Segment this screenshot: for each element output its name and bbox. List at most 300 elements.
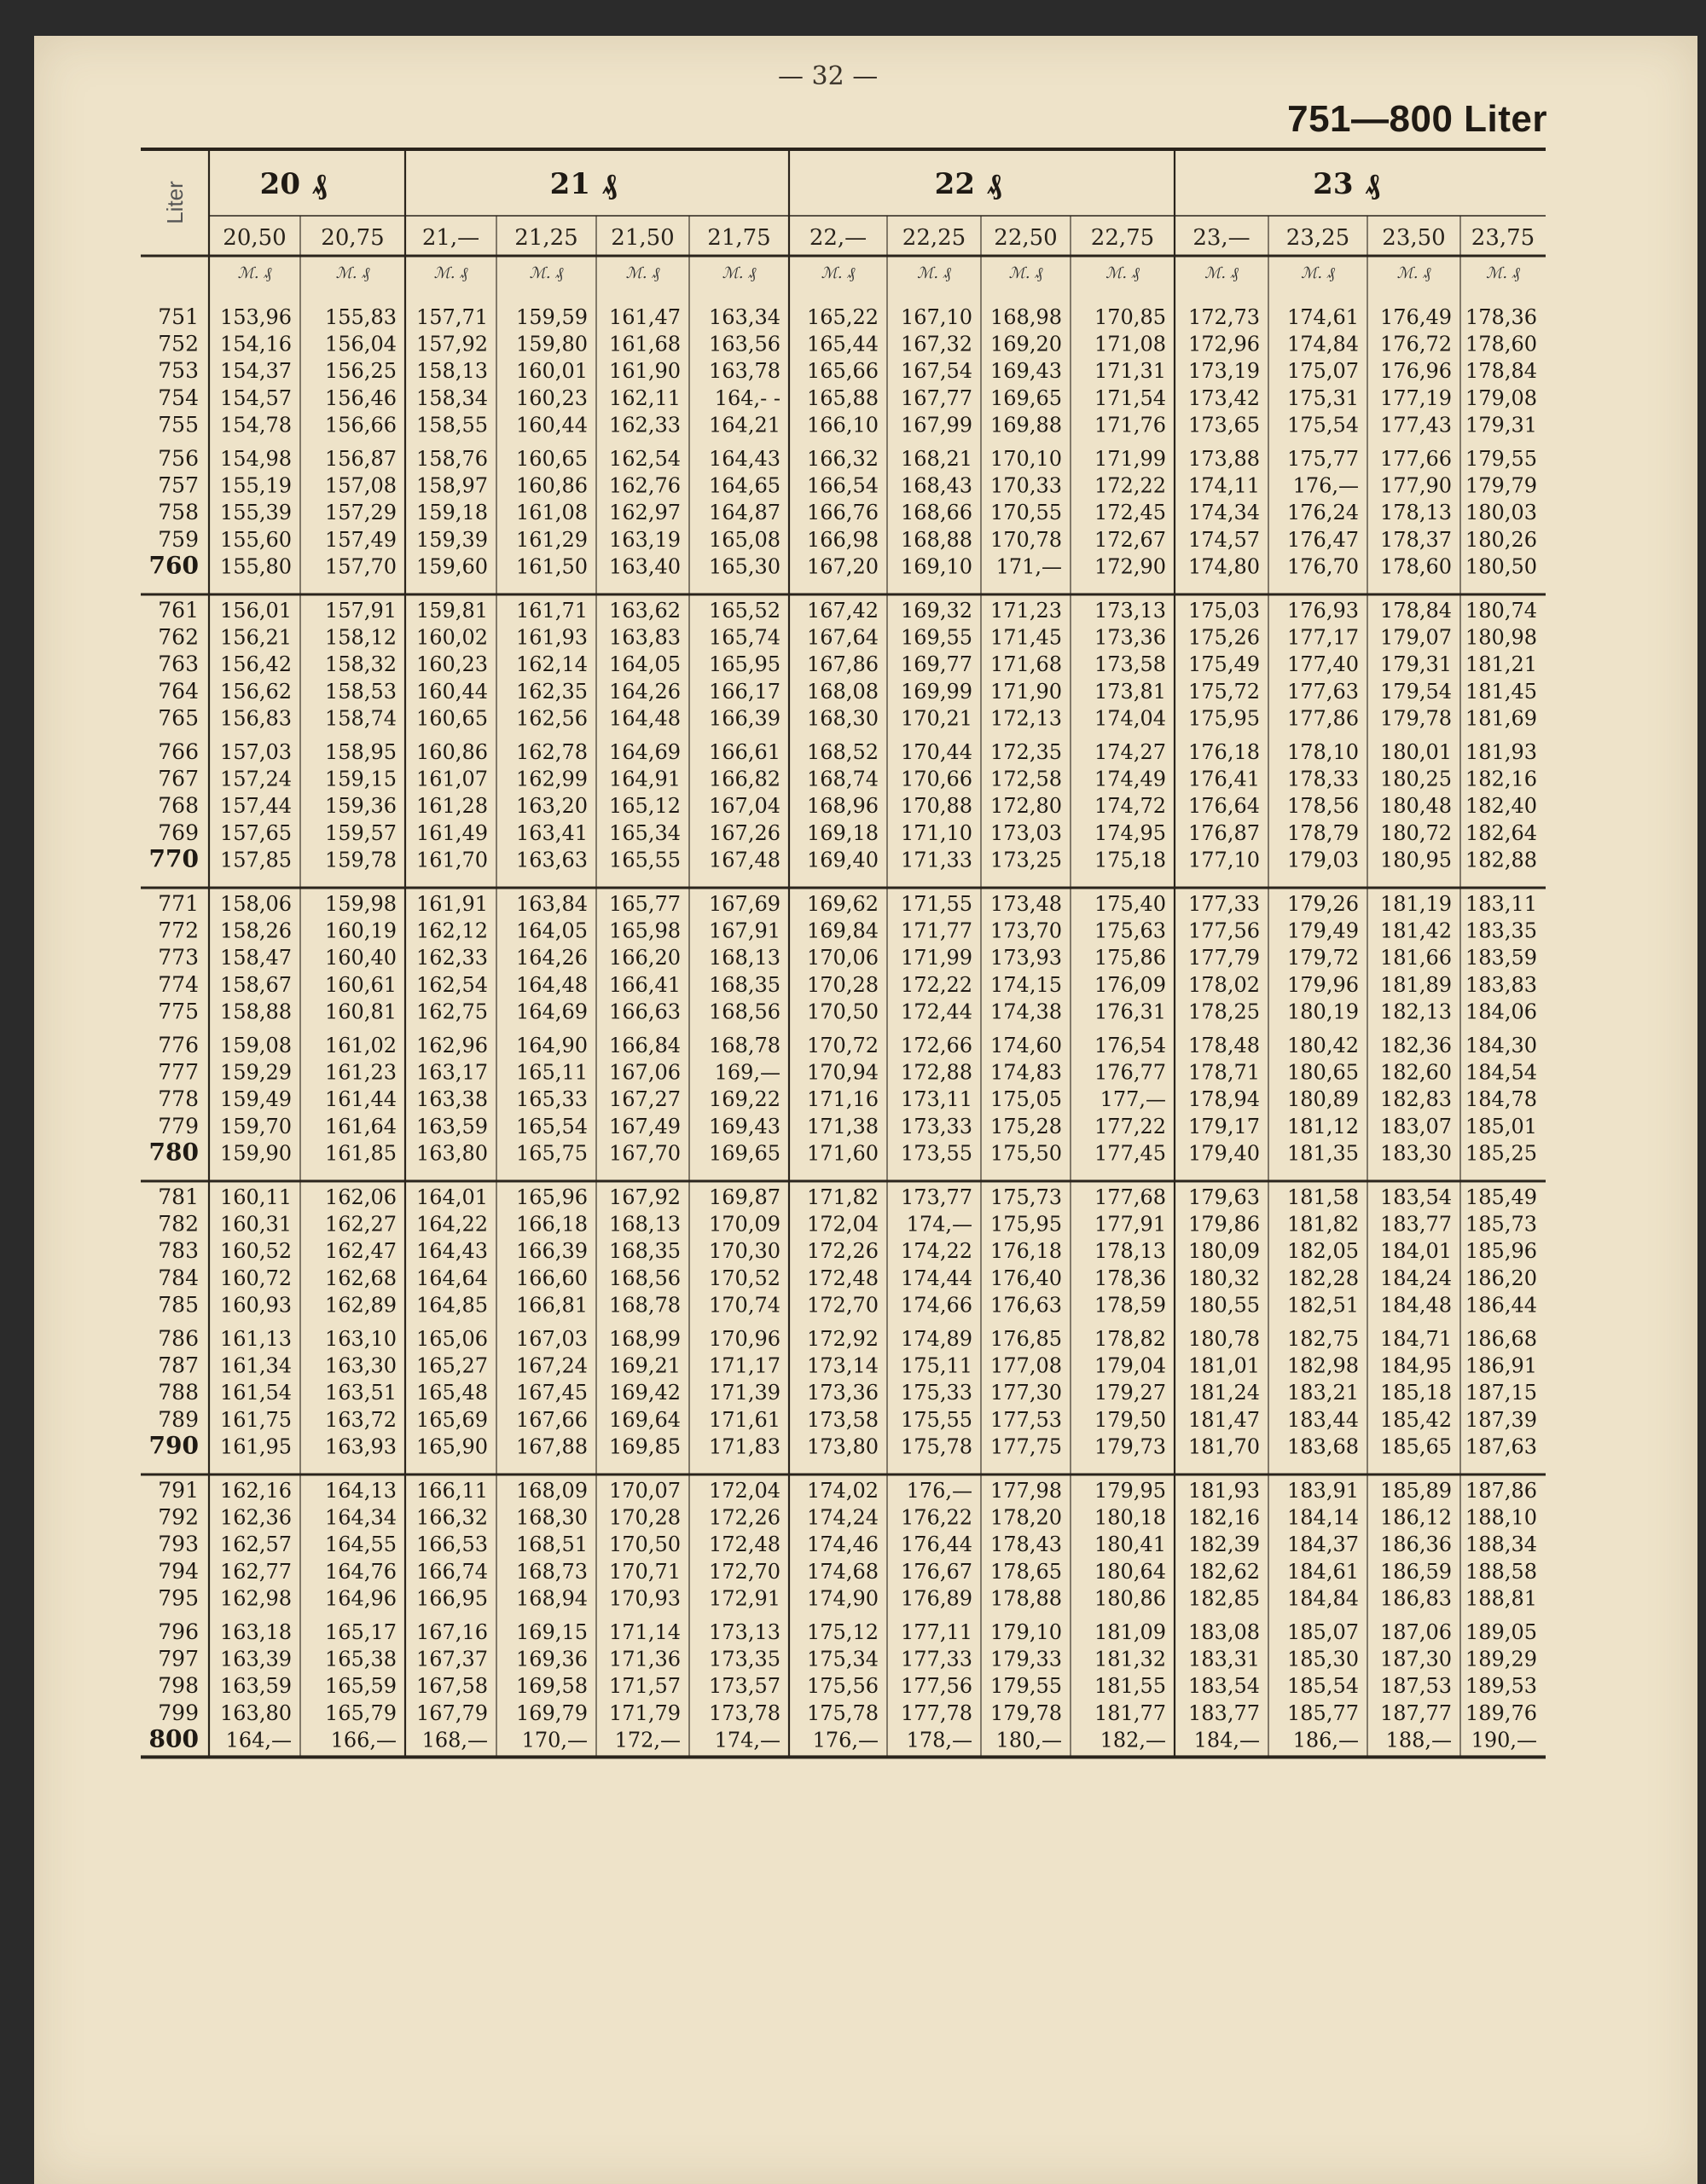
- price-cell: 182,13: [1380, 999, 1452, 1024]
- price-cell: 165,88: [807, 385, 879, 410]
- price-cell: 171,45: [990, 625, 1062, 650]
- price-cell: 164,48: [516, 972, 588, 997]
- price-cell: 177,33: [901, 1647, 972, 1671]
- price-cell: 169,55: [901, 625, 972, 650]
- liter-value: 772: [158, 918, 199, 943]
- liter-value: 756: [158, 446, 199, 471]
- price-cell: 157,03: [220, 740, 292, 764]
- price-cell: 176,72: [1380, 332, 1452, 356]
- liter-value-bold: 780: [148, 1138, 199, 1167]
- price-cell: 173,88: [1188, 447, 1260, 471]
- price-cell: 157,08: [325, 473, 397, 498]
- price-cell: 179,73: [1094, 1434, 1166, 1459]
- price-cell: 158,32: [325, 652, 397, 677]
- price-cell: 156,66: [325, 413, 397, 437]
- price-cell: 178,36: [1094, 1266, 1166, 1290]
- price-cell: 165,22: [807, 305, 879, 329]
- price-cell: 172,44: [901, 999, 972, 1024]
- price-cell: 178,13: [1094, 1239, 1166, 1264]
- price-cell: 164,26: [609, 679, 681, 704]
- liter-value: 764: [158, 678, 199, 704]
- price-cell: 169,10: [901, 554, 972, 579]
- price-cell: 172,04: [807, 1212, 879, 1237]
- price-cell: 174,61: [1287, 305, 1359, 329]
- price-cell: 182,51: [1287, 1293, 1359, 1318]
- price-cell: 170,78: [990, 527, 1062, 552]
- price-cell: 173,81: [1094, 679, 1166, 704]
- price-cell: 172,88: [901, 1060, 972, 1085]
- price-cell: 168,30: [516, 1505, 588, 1530]
- price-cell: 175,55: [901, 1407, 972, 1432]
- price-cell: 180,86: [1094, 1586, 1166, 1611]
- price-cell: 179,49: [1287, 918, 1359, 943]
- price-cell: 176,18: [990, 1239, 1062, 1264]
- price-cell: 160,86: [416, 740, 488, 764]
- price-cell: 156,87: [325, 447, 397, 471]
- price-cell: 180,98: [1465, 625, 1537, 650]
- price-cell: 168,96: [807, 794, 879, 819]
- price-cell: 179,07: [1380, 625, 1452, 650]
- price-cell: 164,43: [416, 1239, 488, 1264]
- price-cell: 177,—: [1100, 1087, 1166, 1112]
- price-cell: 181,42: [1380, 918, 1452, 943]
- price-cell: 186,12: [1380, 1505, 1452, 1530]
- unit-label: ℳ. ₰: [821, 264, 856, 282]
- price-cell: 179,96: [1287, 972, 1359, 997]
- price-cell: 166,17: [709, 679, 780, 704]
- price-cell: 166,54: [807, 473, 879, 498]
- price-cell: 177,66: [1380, 447, 1452, 471]
- price-cell: 181,19: [1380, 892, 1452, 916]
- price-cell: 164,87: [709, 501, 780, 525]
- price-cell: 166,10: [807, 413, 879, 437]
- price-cell: 165,38: [325, 1647, 397, 1671]
- price-cell: 169,22: [709, 1087, 780, 1112]
- price-cell: 157,85: [220, 848, 292, 872]
- price-cell: 171,17: [709, 1353, 780, 1378]
- price-cell: 175,78: [807, 1700, 879, 1725]
- price-cell: 174,72: [1094, 794, 1166, 819]
- price-cell: 164,65: [709, 473, 780, 498]
- price-cell: 177,19: [1380, 385, 1452, 410]
- price-cell: 167,64: [807, 625, 879, 650]
- price-cell: 175,49: [1188, 652, 1260, 677]
- price-cell: 169,42: [609, 1381, 681, 1405]
- price-cell: 155,80: [220, 554, 292, 579]
- price-cell: 163,78: [709, 359, 780, 384]
- price-cell: 184,—: [1193, 1728, 1260, 1752]
- price-cell: 172,26: [709, 1505, 780, 1530]
- price-cell: 183,31: [1188, 1647, 1260, 1671]
- liter-value: 796: [158, 1619, 199, 1644]
- liter-value: 758: [158, 500, 199, 525]
- price-cell: 157,49: [325, 527, 397, 552]
- price-cell: 175,03: [1188, 599, 1260, 623]
- price-cell: 161,93: [516, 625, 588, 650]
- price-cell: 159,80: [516, 332, 588, 356]
- price-cell: 166,76: [807, 501, 879, 525]
- price-cell: 185,25: [1465, 1141, 1537, 1166]
- liter-value: 791: [158, 1478, 199, 1503]
- price-cell: 158,97: [416, 473, 488, 498]
- liter-value: 759: [158, 526, 199, 552]
- price-cell: 157,44: [220, 794, 292, 819]
- liter-value: 777: [158, 1059, 199, 1085]
- price-cell: 155,60: [220, 527, 292, 552]
- liter-value: 767: [158, 766, 199, 791]
- price-cell: 182,62: [1188, 1559, 1260, 1584]
- price-cell: 185,30: [1287, 1647, 1359, 1671]
- price-cell: 178,20: [990, 1505, 1062, 1530]
- price-cell: 163,80: [220, 1700, 292, 1725]
- price-cell: 178,—: [906, 1728, 972, 1752]
- price-cell: 163,41: [516, 820, 588, 845]
- unit-label: ℳ. ₰: [917, 264, 951, 282]
- price-cell: 177,86: [1287, 706, 1359, 731]
- price-cell: 174,04: [1094, 706, 1166, 731]
- price-cell: 180,55: [1188, 1293, 1260, 1318]
- price-cell: 166,—: [330, 1728, 397, 1752]
- price-cell: 175,05: [990, 1087, 1062, 1112]
- price-cell: 160,01: [516, 359, 588, 384]
- price-cell: 179,72: [1287, 946, 1359, 970]
- price-cell: 173,03: [990, 820, 1062, 845]
- price-cell: 163,59: [416, 1114, 488, 1138]
- price-cell: 159,18: [416, 501, 488, 525]
- liter-value-bold: 770: [148, 844, 199, 873]
- price-cell: 173,65: [1188, 413, 1260, 437]
- price-cell: 176,49: [1380, 305, 1452, 329]
- price-cell: 173,78: [709, 1700, 780, 1725]
- price-cell: 166,32: [807, 447, 879, 471]
- price-cell: 160,31: [220, 1212, 292, 1237]
- price-cell: 159,59: [516, 305, 588, 329]
- price-cell: 167,79: [416, 1700, 488, 1725]
- price-cell: 168,35: [709, 972, 780, 997]
- price-cell: 178,65: [990, 1559, 1062, 1584]
- price-cell: 176,64: [1188, 794, 1260, 819]
- price-cell: 183,44: [1287, 1407, 1359, 1432]
- price-cell: 170,28: [609, 1505, 681, 1530]
- price-cell: 174,68: [807, 1559, 879, 1584]
- price-cell: 164,76: [325, 1559, 397, 1584]
- price-cell: 175,50: [990, 1141, 1062, 1166]
- price-cell: 173,55: [901, 1141, 972, 1166]
- price-cell: 170,06: [807, 946, 879, 970]
- price-cell: 174,84: [1287, 332, 1359, 356]
- price-cell: 176,24: [1287, 501, 1359, 525]
- price-cell: 155,83: [325, 305, 397, 329]
- price-cell: 174,34: [1188, 501, 1260, 525]
- price-cell: 170,72: [807, 1034, 879, 1057]
- price-cell: 166,18: [516, 1212, 588, 1237]
- liter-value-bold: 800: [148, 1724, 199, 1753]
- price-cell: 158,95: [325, 740, 397, 764]
- price-cell: 171,68: [990, 652, 1062, 677]
- price-cell: 178,59: [1094, 1293, 1166, 1318]
- price-cell: 180,41: [1094, 1532, 1166, 1557]
- price-cell: 166,98: [807, 527, 879, 552]
- price-cell: 163,83: [609, 625, 681, 650]
- price-cell: 169,—: [714, 1060, 780, 1085]
- price-cell: 169,99: [901, 679, 972, 704]
- price-column-header: 23,25: [1285, 225, 1350, 251]
- price-cell: 164,69: [609, 740, 681, 764]
- price-cell: 167,42: [807, 599, 879, 623]
- price-cell: 158,74: [325, 706, 397, 731]
- liter-value-bold: 790: [148, 1431, 199, 1460]
- price-cell: 176,41: [1188, 767, 1260, 791]
- price-cell: 180,26: [1465, 527, 1537, 552]
- price-cell: 167,04: [709, 794, 780, 819]
- price-cell: 165,96: [516, 1185, 588, 1209]
- liter-value: 761: [158, 598, 199, 623]
- price-cell: 164,90: [516, 1034, 588, 1057]
- price-cell: 178,60: [1380, 554, 1452, 579]
- price-cell: 182,64: [1465, 820, 1537, 845]
- price-cell: 154,57: [220, 385, 292, 410]
- price-cell: 173,70: [990, 918, 1062, 943]
- price-cell: 173,80: [807, 1434, 879, 1459]
- price-cell: 169,43: [990, 359, 1062, 384]
- price-cell: 169,36: [516, 1647, 588, 1671]
- price-cell: 161,34: [220, 1353, 292, 1378]
- liter-value: 798: [158, 1673, 199, 1699]
- liter-value: 753: [158, 358, 199, 384]
- price-cell: 172,70: [709, 1559, 780, 1584]
- price-cell: 168,35: [609, 1239, 681, 1264]
- price-cell: 165,30: [709, 554, 780, 579]
- price-cell: 183,21: [1287, 1381, 1359, 1405]
- price-cell: 175,73: [990, 1185, 1062, 1209]
- price-cell: 158,47: [220, 946, 292, 970]
- price-cell: 163,10: [325, 1327, 397, 1351]
- price-cell: 165,79: [325, 1700, 397, 1725]
- price-cell: 172,66: [901, 1034, 972, 1057]
- price-cell: 180,32: [1188, 1266, 1260, 1290]
- price-cell: 171,23: [990, 599, 1062, 623]
- price-cell: 174,83: [990, 1060, 1062, 1085]
- price-cell: 159,15: [325, 767, 397, 791]
- price-cell: 163,34: [709, 305, 780, 329]
- price-cell: 178,43: [990, 1532, 1062, 1557]
- price-cell: 162,16: [220, 1479, 292, 1503]
- price-cell: 159,98: [325, 892, 397, 916]
- price-cell: 178,36: [1465, 305, 1537, 329]
- price-cell: 171,54: [1094, 385, 1166, 410]
- price-cell: 169,88: [990, 413, 1062, 437]
- price-cell: 162,89: [325, 1293, 397, 1318]
- price-column-header: 23,75: [1471, 225, 1535, 251]
- price-cell: 173,36: [1094, 625, 1166, 650]
- price-cell: 171,61: [709, 1407, 780, 1432]
- price-cell: 179,63: [1188, 1185, 1260, 1209]
- liter-value-bold: 760: [148, 551, 199, 580]
- price-cell: 160,23: [516, 385, 588, 410]
- price-cell: 172,—: [614, 1728, 681, 1752]
- price-cell: 188,81: [1465, 1586, 1537, 1611]
- price-cell: 163,39: [220, 1647, 292, 1671]
- price-cell: 162,99: [516, 767, 588, 791]
- price-cell: 173,33: [901, 1114, 972, 1138]
- price-cell: 162,96: [416, 1034, 488, 1057]
- price-cell: 167,24: [516, 1353, 588, 1378]
- price-cell: 159,08: [220, 1034, 292, 1057]
- price-cell: 177,45: [1094, 1141, 1166, 1166]
- price-cell: 175,72: [1188, 679, 1260, 704]
- group-header: 21: [549, 167, 590, 201]
- price-cell: 162,27: [325, 1212, 397, 1237]
- price-cell: 167,70: [609, 1141, 681, 1166]
- price-cell: 182,16: [1465, 767, 1537, 791]
- price-cell: 167,88: [516, 1434, 588, 1459]
- price-cell: 166,81: [516, 1293, 588, 1318]
- price-cell: 172,48: [807, 1266, 879, 1290]
- price-cell: 169,32: [901, 599, 972, 623]
- price-cell: 172,91: [709, 1586, 780, 1611]
- price-cell: 172,22: [1094, 473, 1166, 498]
- price-cell: 171,76: [1094, 413, 1166, 437]
- price-cell: 161,95: [220, 1434, 292, 1459]
- price-cell: 161,70: [416, 848, 488, 872]
- price-cell: 167,91: [709, 918, 780, 943]
- price-cell: 187,77: [1380, 1700, 1452, 1725]
- price-cell: 171,—: [995, 554, 1062, 579]
- price-cell: 173,14: [807, 1353, 879, 1378]
- price-cell: 177,79: [1188, 946, 1260, 970]
- liter-value: 771: [158, 891, 199, 916]
- price-cell: 179,10: [990, 1620, 1062, 1644]
- price-cell: 155,39: [220, 501, 292, 525]
- price-cell: 181,77: [1094, 1700, 1166, 1725]
- price-cell: 177,63: [1287, 679, 1359, 704]
- price-cell: 173,25: [990, 848, 1062, 872]
- price-cell: 182,83: [1380, 1087, 1452, 1112]
- price-cell: 176,—: [812, 1728, 879, 1752]
- price-cell: 158,13: [416, 359, 488, 384]
- price-cell: 168,43: [901, 473, 972, 498]
- price-cell: 159,60: [416, 554, 488, 579]
- price-cell: 166,95: [416, 1586, 488, 1611]
- price-cell: 154,37: [220, 359, 292, 384]
- price-cell: 177,10: [1188, 848, 1260, 872]
- price-cell: 171,33: [901, 848, 972, 872]
- price-cell: 158,53: [325, 679, 397, 704]
- price-cell: 160,72: [220, 1266, 292, 1290]
- price-cell: 173,19: [1188, 359, 1260, 384]
- price-cell: 166,39: [516, 1239, 588, 1264]
- price-cell: 162,33: [609, 413, 681, 437]
- price-cell: 162,35: [516, 679, 588, 704]
- price-cell: 165,55: [609, 848, 681, 872]
- price-cell: 176,85: [990, 1327, 1062, 1351]
- price-cell: 161,90: [609, 359, 681, 384]
- price-cell: 178,48: [1188, 1034, 1260, 1057]
- price-cell: 164,21: [709, 413, 780, 437]
- price-cell: 156,42: [220, 652, 292, 677]
- price-cell: 178,60: [1465, 332, 1537, 356]
- price-cell: 177,78: [901, 1700, 972, 1725]
- price-cell: 184,24: [1380, 1266, 1452, 1290]
- price-cell: 158,26: [220, 918, 292, 943]
- price-cell: 180,09: [1188, 1239, 1260, 1264]
- price-cell: 178,88: [990, 1586, 1062, 1611]
- liter-value: 792: [158, 1504, 199, 1530]
- price-cell: 167,16: [416, 1620, 488, 1644]
- price-cell: 181,69: [1465, 706, 1537, 731]
- price-cell: 174,44: [901, 1266, 972, 1290]
- price-cell: 183,77: [1188, 1700, 1260, 1725]
- price-cell: 167,10: [901, 305, 972, 329]
- price-cell: 163,56: [709, 332, 780, 356]
- price-cell: 168,08: [807, 679, 879, 704]
- unit-label: ℳ. ₰: [1396, 264, 1431, 282]
- price-cell: 177,33: [1188, 892, 1260, 916]
- price-cell: 164,22: [416, 1212, 488, 1237]
- price-cell: 178,71: [1188, 1060, 1260, 1085]
- price-cell: 176,77: [1094, 1060, 1166, 1085]
- price-cell: 154,78: [220, 413, 292, 437]
- liter-value: 781: [158, 1185, 199, 1209]
- unit-label: ℳ. ₰: [1204, 264, 1239, 282]
- price-cell: 171,99: [1094, 447, 1166, 471]
- price-cell: 162,14: [516, 652, 588, 677]
- price-cell: 167,37: [416, 1647, 488, 1671]
- price-cell: 169,62: [807, 892, 879, 916]
- price-cell: 163,72: [325, 1407, 397, 1432]
- unit-label: ℳ. ₰: [433, 264, 468, 282]
- price-cell: 170,—: [521, 1728, 588, 1752]
- price-cell: 179,78: [1380, 706, 1452, 731]
- price-cell: 157,91: [325, 599, 397, 623]
- price-cell: 173,11: [901, 1087, 972, 1112]
- price-cell: 159,36: [325, 794, 397, 819]
- price-cell: 169,58: [516, 1674, 588, 1699]
- price-cell: 179,54: [1380, 679, 1452, 704]
- price-cell: 174,02: [807, 1479, 879, 1503]
- price-cell: 160,23: [416, 652, 488, 677]
- price-cell: 164,55: [325, 1532, 397, 1557]
- price-cell: 160,93: [220, 1293, 292, 1318]
- price-cell: 183,77: [1380, 1212, 1452, 1237]
- price-cell: 162,54: [416, 972, 488, 997]
- price-cell: 182,75: [1287, 1327, 1359, 1351]
- price-cell: 165,11: [516, 1060, 588, 1085]
- price-cell: 187,63: [1465, 1434, 1537, 1459]
- price-cell: 166,39: [709, 706, 780, 731]
- price-cell: 167,58: [416, 1674, 488, 1699]
- liter-value: 768: [158, 793, 199, 819]
- price-cell: 177,91: [1094, 1212, 1166, 1237]
- price-cell: 176,—: [906, 1479, 972, 1503]
- price-cell: 172,13: [990, 706, 1062, 731]
- price-cell: 183,91: [1287, 1479, 1359, 1503]
- price-cell: 169,43: [709, 1114, 780, 1138]
- page-title: 751—800 Liter: [1287, 98, 1547, 140]
- price-cell: 180,25: [1380, 767, 1452, 791]
- price-cell: 174,24: [807, 1505, 879, 1530]
- price-cell: 165,90: [416, 1434, 488, 1459]
- price-cell: 184,30: [1465, 1034, 1537, 1057]
- price-cell: 161,23: [325, 1060, 397, 1085]
- unit-label: ℳ. ₰: [722, 264, 757, 282]
- price-cell: 159,90: [220, 1141, 292, 1166]
- price-cell: 188,10: [1465, 1505, 1537, 1530]
- price-cell: 169,64: [609, 1407, 681, 1432]
- price-cell: 171,79: [609, 1700, 681, 1725]
- price-cell: 182,88: [1465, 848, 1537, 872]
- price-cell: 167,49: [609, 1114, 681, 1138]
